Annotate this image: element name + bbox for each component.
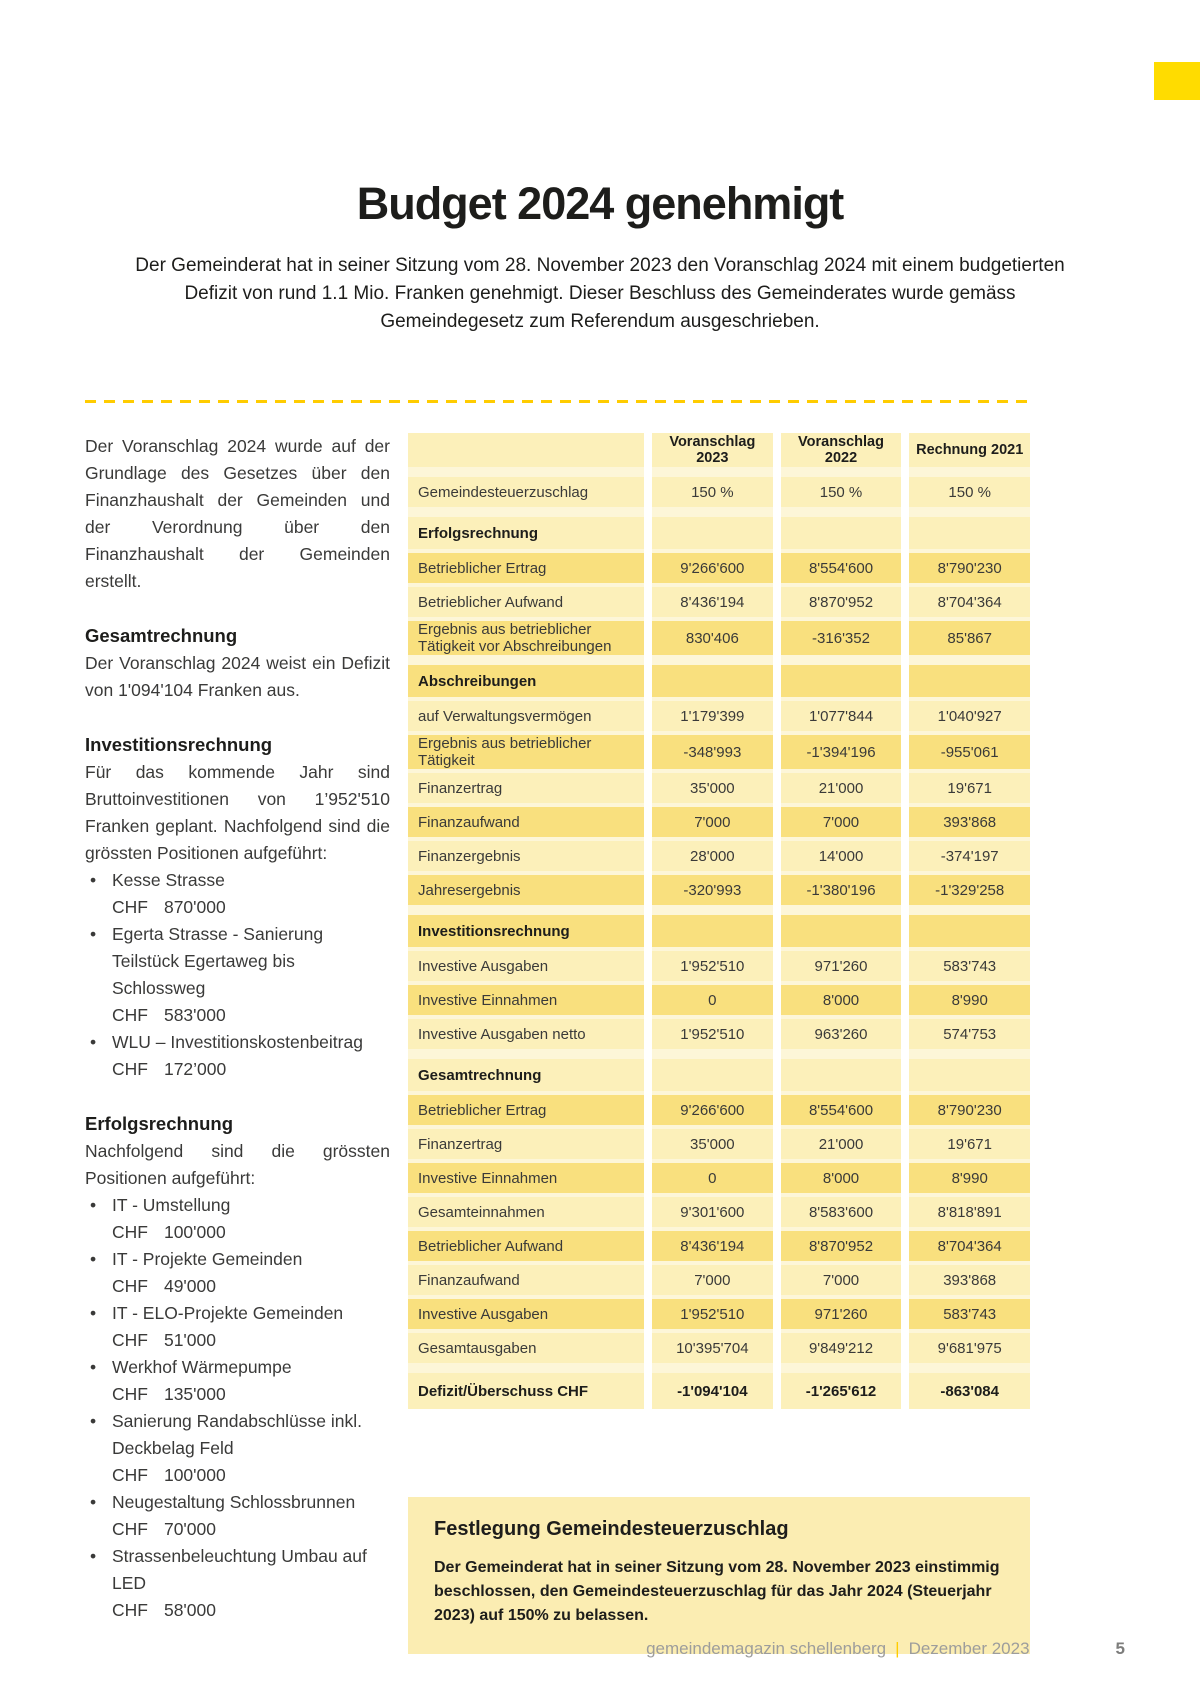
table-row-gap <box>408 905 1030 915</box>
bullet-list <box>85 867 390 1083</box>
row-value-cell: -863'084 <box>909 1373 1030 1409</box>
row-value-cell: -320'993 <box>652 875 773 905</box>
row-value-cell: 8'790'230 <box>909 553 1030 583</box>
row-label-cell: Investive Einnahmen <box>408 1163 644 1193</box>
row-value-cell: 8'870'952 <box>781 1231 902 1261</box>
amount-value: 58'000 <box>163 1600 216 1620</box>
bullet-item <box>85 1408 390 1489</box>
row-value-cell <box>909 915 1030 947</box>
amount-value: 51'000 <box>163 1330 216 1350</box>
row-value-cell: 8'818'891 <box>909 1197 1030 1227</box>
row-value-cell: 85'867 <box>909 621 1030 655</box>
amount-value: 70'000 <box>163 1519 216 1539</box>
row-value-cell <box>652 1059 773 1091</box>
row-label-cell: auf Verwaltungsvermögen <box>408 701 644 731</box>
row-value-cell: 21'000 <box>781 773 902 803</box>
bullet-amount <box>112 1327 390 1354</box>
row-value-cell: 7'000 <box>652 807 773 837</box>
row-value-cell: 1'952'510 <box>652 951 773 981</box>
row-value-cell: 19'671 <box>909 773 1030 803</box>
amount-value: 100'000 <box>163 1222 226 1242</box>
table-row-data <box>408 621 1030 655</box>
bullet-amount <box>112 1462 390 1489</box>
row-value-cell: 35'000 <box>652 773 773 803</box>
row-value-cell: -374'197 <box>909 841 1030 871</box>
row-value-cell: 150 % <box>652 477 773 507</box>
row-value-cell: 1'040'927 <box>909 701 1030 731</box>
table-row-data <box>408 587 1030 617</box>
row-value-cell: -1'094'104 <box>652 1373 773 1409</box>
row-value-cell: 8'436'194 <box>652 1231 773 1261</box>
row-value-cell <box>781 1049 902 1059</box>
row-value-cell <box>652 1363 773 1373</box>
row-value-cell: -1'394'196 <box>781 735 902 769</box>
footer-separator: | <box>895 1639 900 1658</box>
row-value-cell: -955'061 <box>909 735 1030 769</box>
row-value-cell: -348'993 <box>652 735 773 769</box>
row-label-cell: Investive Einnahmen <box>408 985 644 1015</box>
content-area <box>85 433 1125 1624</box>
row-value-cell: 14'000 <box>781 841 902 871</box>
row-value-cell: 0 <box>652 985 773 1015</box>
row-label-cell: Gesamtrechnung <box>408 1059 644 1091</box>
table-row-data <box>408 875 1030 905</box>
row-value-cell <box>781 517 902 549</box>
page-title: Budget 2024 genehmigt <box>356 178 844 229</box>
currency-label: CHF <box>112 1600 148 1620</box>
row-value-cell: 830'406 <box>652 621 773 655</box>
row-value-cell: 8'870'952 <box>781 587 902 617</box>
row-value-cell <box>652 655 773 665</box>
row-value-cell <box>652 905 773 915</box>
tax-surcharge-info-box <box>408 1497 1030 1654</box>
row-label-cell: Jahresergebnis <box>408 875 644 905</box>
table-row-data <box>408 841 1030 871</box>
row-label-cell: Investive Ausgaben netto <box>408 1019 644 1049</box>
bullet-amount <box>112 1273 390 1300</box>
row-label-cell <box>408 433 644 467</box>
amount-value: 100'000 <box>163 1465 226 1485</box>
row-value-cell: 7'000 <box>781 807 902 837</box>
row-label-cell <box>408 905 644 915</box>
currency-label: CHF <box>112 1276 148 1296</box>
row-label-cell: Gemeindesteuerzuschlag <box>408 477 644 507</box>
row-value-cell: -316'352 <box>781 621 902 655</box>
row-value-cell: 971'260 <box>781 1299 902 1329</box>
bullet-label: • IT - ELO-Projekte Gemeinden <box>112 1303 344 1323</box>
footer-issue: Dezember 2023 <box>908 1639 1030 1658</box>
bullet-item <box>85 1246 390 1300</box>
row-label-cell: Investive Ausgaben <box>408 951 644 981</box>
bullet-amount <box>112 1597 390 1624</box>
amount-value: 583'000 <box>163 1005 226 1025</box>
info-box-body: Der Gemeinderat hat in seiner Sitzung vom 28. November 2023 einstimmig beschlossen, den Gemeindesteuerzuschlag für das Jahr 2024 (Steuerjahr 2023) auf 150% zu belassen. <box>434 1559 1000 1624</box>
row-value-cell: 1'952'510 <box>652 1019 773 1049</box>
table-row-data <box>408 1299 1030 1329</box>
bullet-amount <box>112 1516 390 1543</box>
row-label-cell: Betrieblicher Aufwand <box>408 587 644 617</box>
bullet-label: • IT - Umstellung <box>112 1195 231 1215</box>
bullet-item <box>85 867 390 921</box>
row-value-cell: 583'743 <box>909 1299 1030 1329</box>
bullet-amount <box>112 1219 390 1246</box>
bullet-label: • Neugestaltung Schlossbrunnen <box>112 1492 356 1512</box>
row-value-cell <box>909 1049 1030 1059</box>
bullet-label: • Werkhof Wärmepumpe <box>112 1357 292 1377</box>
row-value-cell: 35'000 <box>652 1129 773 1159</box>
row-value-cell <box>781 915 902 947</box>
table-row-data <box>408 735 1030 769</box>
row-label-cell: Betrieblicher Ertrag <box>408 553 644 583</box>
row-label-cell: Abschreibungen <box>408 665 644 697</box>
table-row-data <box>408 1197 1030 1227</box>
row-value-cell <box>781 905 902 915</box>
table-row-data <box>408 1129 1030 1159</box>
table-row-data <box>408 1265 1030 1295</box>
currency-label: CHF <box>112 1465 148 1485</box>
row-value-cell <box>652 507 773 517</box>
bullet-item <box>85 1300 390 1354</box>
bullet-label: • Strassenbeleuchtung Umbau auf LED <box>112 1546 367 1593</box>
row-value-cell: 8'436'194 <box>652 587 773 617</box>
row-value-cell: 19'671 <box>909 1129 1030 1159</box>
row-label-cell: Betrieblicher Ertrag <box>408 1095 644 1125</box>
bullet-item <box>85 1029 390 1083</box>
row-value-cell <box>652 467 773 477</box>
bullet-amount <box>112 894 390 921</box>
row-value-cell: 963'260 <box>781 1019 902 1049</box>
row-value-cell: 7'000 <box>652 1265 773 1295</box>
table-row-gap <box>408 507 1030 517</box>
amount-value: 135'000 <box>163 1384 226 1404</box>
table-row-section <box>408 517 1030 549</box>
row-value-cell <box>909 507 1030 517</box>
row-value-cell: 28'000 <box>652 841 773 871</box>
row-value-cell <box>909 665 1030 697</box>
table-row-section <box>408 915 1030 947</box>
table-row-gap <box>408 1049 1030 1059</box>
row-value-cell: 9'681'975 <box>909 1333 1030 1363</box>
row-label-cell: Finanzertrag <box>408 773 644 803</box>
row-label-cell: Erfolgsrechnung <box>408 517 644 549</box>
table-row-gap <box>408 1363 1030 1373</box>
row-value-cell: Rechnung 2021 <box>909 433 1030 467</box>
row-label-cell: Betrieblicher Aufwand <box>408 1231 644 1261</box>
row-value-cell <box>909 517 1030 549</box>
bullet-label: • Sanierung Randabschlüsse inkl. Deckbelag Feld <box>112 1411 363 1458</box>
currency-label: CHF <box>112 1384 148 1404</box>
dashed-divider <box>85 400 1030 403</box>
row-value-cell: 574'753 <box>909 1019 1030 1049</box>
row-value-cell: 150 % <box>909 477 1030 507</box>
table-header-row <box>408 433 1030 467</box>
row-value-cell: 393'868 <box>909 1265 1030 1295</box>
budget-table <box>408 433 1030 1624</box>
row-value-cell: 583'743 <box>909 951 1030 981</box>
table-row-data <box>408 477 1030 507</box>
page-number: 5 <box>1115 1639 1125 1658</box>
bullet-item <box>85 1543 390 1624</box>
table-row-data <box>408 553 1030 583</box>
row-value-cell: 9'301'600 <box>652 1197 773 1227</box>
row-value-cell <box>652 517 773 549</box>
bullet-amount <box>112 1381 390 1408</box>
table-row-data <box>408 807 1030 837</box>
table-row-section <box>408 1059 1030 1091</box>
row-value-cell: 9'849'212 <box>781 1333 902 1363</box>
section-heading: Investitionsrechnung <box>85 734 273 755</box>
row-value-cell: 8'704'364 <box>909 1231 1030 1261</box>
row-value-cell: -1'329'258 <box>909 875 1030 905</box>
row-value-cell: 9'266'600 <box>652 1095 773 1125</box>
amount-value: 870'000 <box>163 897 226 917</box>
row-value-cell: Voranschlag 2022 <box>781 433 902 467</box>
row-value-cell: 7'000 <box>781 1265 902 1295</box>
bullet-item <box>85 1192 390 1246</box>
section-text: Der Voranschlag 2024 weist ein Defizit von 1'094'104 Franken aus. <box>85 653 390 700</box>
row-value-cell: 8'554'600 <box>781 553 902 583</box>
row-value-cell: 8'990 <box>909 985 1030 1015</box>
table-row-data <box>408 1019 1030 1049</box>
amount-value: 49'000 <box>163 1276 216 1296</box>
bullet-label: • Kesse Strasse <box>112 870 225 890</box>
row-value-cell <box>781 507 902 517</box>
table-row-gap <box>408 467 1030 477</box>
row-label-cell: Finanzergebnis <box>408 841 644 871</box>
row-value-cell: 8'990 <box>909 1163 1030 1193</box>
section-text: Für das kommende Jahr sind Bruttoinvestitionen von 1’952'510 Franken geplant. Nachfolgend sind die grössten Positionen aufgeführt: <box>85 762 390 863</box>
row-value-cell: 971'260 <box>781 951 902 981</box>
row-label-cell <box>408 1049 644 1059</box>
row-value-cell: 1'179'399 <box>652 701 773 731</box>
table-row-section <box>408 665 1030 697</box>
row-label-cell: Defizit/Überschuss CHF <box>408 1373 644 1409</box>
row-value-cell <box>909 467 1030 477</box>
section-text: Nachfolgend sind die grössten Positionen aufgeführt: <box>85 1141 390 1188</box>
row-label-cell <box>408 507 644 517</box>
table-row-data <box>408 701 1030 731</box>
row-value-cell: 0 <box>652 1163 773 1193</box>
row-value-cell: 8'583'600 <box>781 1197 902 1227</box>
table-row-total <box>408 1373 1030 1409</box>
row-label-cell <box>408 655 644 665</box>
currency-label: CHF <box>112 1330 148 1350</box>
table-row-data <box>408 1095 1030 1125</box>
row-value-cell <box>781 655 902 665</box>
bullet-amount <box>112 1002 390 1029</box>
bullet-label: • IT - Projekte Gemeinden <box>112 1249 303 1269</box>
bullet-label: • Egerta Strasse - Sanierung Teilstück Egertaweg bis Schlossweg <box>112 924 324 998</box>
currency-label: CHF <box>112 897 148 917</box>
table-row-data <box>408 1231 1030 1261</box>
table-row-data <box>408 1333 1030 1363</box>
row-label-cell: Investive Ausgaben <box>408 1299 644 1329</box>
row-value-cell: Voranschlag 2023 <box>652 433 773 467</box>
row-value-cell <box>781 665 902 697</box>
left-text-column <box>85 433 390 1624</box>
row-value-cell: 21'000 <box>781 1129 902 1159</box>
row-value-cell: 8'704'364 <box>909 587 1030 617</box>
row-label-cell <box>408 467 644 477</box>
row-value-cell <box>909 1363 1030 1373</box>
bullet-item <box>85 1489 390 1543</box>
row-value-cell: 8'790'230 <box>909 1095 1030 1125</box>
row-label-cell: Investitionsrechnung <box>408 915 644 947</box>
table-row-data <box>408 951 1030 981</box>
row-value-cell: -1'380'196 <box>781 875 902 905</box>
section-heading: Erfolgsrechnung <box>85 1113 234 1134</box>
page-footer <box>85 1639 1125 1659</box>
bullet-list <box>85 1192 390 1624</box>
table-row-gap <box>408 655 1030 665</box>
row-value-cell <box>781 1363 902 1373</box>
row-value-cell <box>652 1049 773 1059</box>
row-label-cell: Ergebnis aus betrieblicher Tätigkeit vor Abschreibungen <box>408 621 644 655</box>
row-value-cell <box>652 915 773 947</box>
row-label-cell: Gesamteinnahmen <box>408 1197 644 1227</box>
row-value-cell <box>781 1059 902 1091</box>
row-value-cell <box>781 467 902 477</box>
section-heading: Gesamtrechnung <box>85 625 238 646</box>
row-value-cell: 8'554'600 <box>781 1095 902 1125</box>
row-value-cell <box>909 655 1030 665</box>
table-row-data <box>408 773 1030 803</box>
row-label-cell: Finanzertrag <box>408 1129 644 1159</box>
row-value-cell: 9'266'600 <box>652 553 773 583</box>
bullet-label: • WLU – Investitionskostenbeitrag <box>112 1032 363 1052</box>
bullet-item <box>85 1354 390 1408</box>
row-value-cell: 1'077'844 <box>781 701 902 731</box>
left-sections <box>85 622 390 1624</box>
row-value-cell: 1'952'510 <box>652 1299 773 1329</box>
left-intro-paragraph: Der Voranschlag 2024 wurde auf der Grundlage des Gesetzes über den Finanzhaushalt der Gemeinden und der Verordnung über den Finanzhaushalt der Gemeinden erstellt. <box>85 436 390 591</box>
row-value-cell: 10'395'704 <box>652 1333 773 1363</box>
row-value-cell: 393'868 <box>909 807 1030 837</box>
row-value-cell: 8'000 <box>781 1163 902 1193</box>
currency-label: CHF <box>112 1059 148 1079</box>
corner-accent-square <box>1154 62 1200 100</box>
row-label-cell <box>408 1363 644 1373</box>
article-lead: Der Gemeinderat hat in seiner Sitzung vom 28. November 2023 den Voranschlag 2024 mit einem budgetierten Defizit von rund 1.1 Mio. Franken genehmigt. Dieser Beschluss des Gemeinderates wurde gemäss Gemeindegesetz zum Referendum ausgeschrieben. <box>135 255 1065 332</box>
row-label-cell: Finanzaufwand <box>408 807 644 837</box>
currency-label: CHF <box>112 1222 148 1242</box>
currency-label: CHF <box>112 1519 148 1539</box>
row-value-cell <box>909 1059 1030 1091</box>
info-box-heading: Festlegung Gemeindesteuerzuschlag <box>434 1518 789 1540</box>
row-label-cell: Gesamtausgaben <box>408 1333 644 1363</box>
row-value-cell <box>652 665 773 697</box>
row-label-cell: Ergebnis aus betrieblicher Tätigkeit <box>408 735 644 769</box>
row-value-cell: 8'000 <box>781 985 902 1015</box>
footer-magazine-name: gemeindemagazin schellenberg <box>646 1639 887 1658</box>
amount-value: 172’000 <box>163 1059 227 1079</box>
bullet-amount <box>112 1056 390 1083</box>
bullet-item <box>85 921 390 1029</box>
row-label-cell: Finanzaufwand <box>408 1265 644 1295</box>
row-value-cell: 150 % <box>781 477 902 507</box>
row-value-cell <box>909 905 1030 915</box>
currency-label: CHF <box>112 1005 148 1025</box>
table-row-data <box>408 1163 1030 1193</box>
table-row-data <box>408 985 1030 1015</box>
row-value-cell: -1'265'612 <box>781 1373 902 1409</box>
